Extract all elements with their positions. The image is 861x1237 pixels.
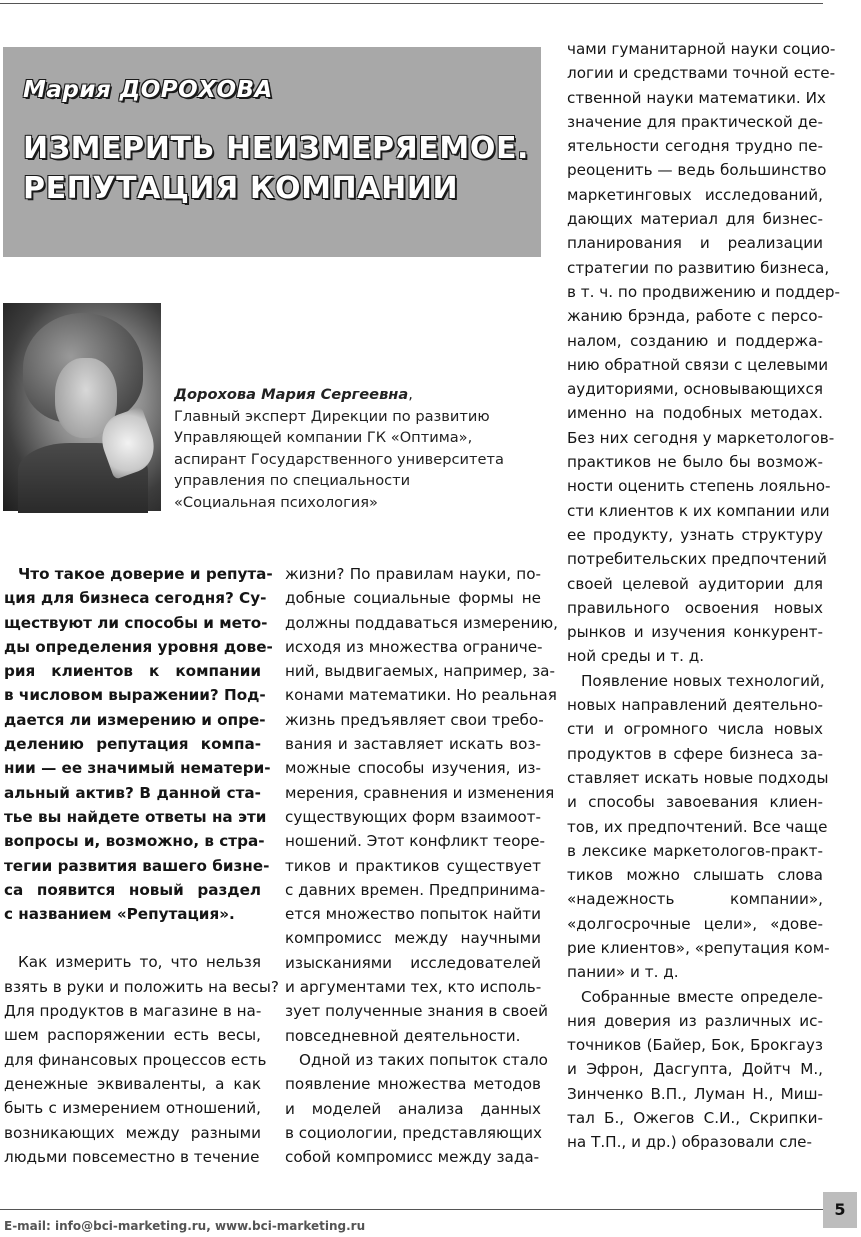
text-line: продуктов в сфере бизнеса за- [567, 744, 823, 763]
text-line: Главный эксперт Дирекции по развитию [174, 407, 490, 425]
text-line: исходя из множества ограниче- [285, 637, 543, 656]
text-line: именно на подобных методах. [567, 404, 823, 423]
column-2 [285, 562, 558, 1169]
text-line: сти клиентов к их компании или [567, 501, 830, 520]
text-line: точников (Байер, Бок, Брокгауз [567, 1036, 823, 1055]
author-photo [3, 303, 161, 511]
text-line: Появление новых технологий, [581, 671, 825, 690]
top-rule [0, 3, 823, 4]
text-line: делению репутация компа- [4, 735, 261, 754]
text-line: добные социальные формы не [285, 589, 541, 608]
author-bio [174, 384, 534, 513]
text-line: шем распоряжении есть весы, [4, 1026, 261, 1045]
text-line: ности оценить степень лояльно- [567, 477, 831, 496]
text-line: рынков и изучения конкурент- [567, 623, 823, 642]
text-line: взять в руки и положить на весы? [4, 977, 279, 996]
title-line-2: РЕПУТАЦИЯ КОМПАНИИ [23, 171, 459, 206]
text-line: Что такое доверие и репута- [18, 565, 273, 583]
text-line: повседневной деятельности. [285, 1026, 521, 1045]
text-line: стратегии по развитию бизнеса, [567, 258, 830, 277]
text-line: на Т.П., и др.) образовали сле- [567, 1133, 813, 1152]
text-line: Для продуктов в магазине в на- [4, 1002, 262, 1021]
text-line: должны поддаваться измерению, [285, 613, 558, 632]
text-line: денежные эквиваленты, а как [4, 1074, 261, 1093]
text-line: тал Б., Ожегов С.И., Скрипки- [567, 1109, 823, 1128]
bio-name: Дорохова Мария Сергеевна [174, 386, 409, 403]
text-line: вопросы и, возможно, в стра- [4, 832, 265, 851]
text-line: ственной науки математики. Их [567, 88, 826, 107]
text-line: са появится новый раздел [4, 880, 261, 899]
text-line: конами математики. Но реальная [285, 686, 557, 705]
author-name: Мария ДОРОХОВА [23, 77, 273, 103]
text-line: Одной из таких попыток стало [299, 1050, 548, 1069]
text-line: своей целевой аудитории для [567, 574, 823, 593]
text-line: жизнь предъявляет свои требо- [285, 710, 544, 729]
text-line: изысканиями исследователей [285, 953, 541, 972]
text-line: дается ли измерению и опре- [4, 710, 266, 729]
text-line: рие клиентов», «репутация ком- [567, 938, 830, 957]
text-line: Управляющей компании ГК «Оптима», [174, 429, 473, 446]
bio-name-line: Дорохова Мария Сергеевна, [174, 386, 413, 403]
text-line: можные способы изучения, из- [285, 759, 541, 778]
text-line: управления по специальности [174, 472, 411, 489]
text-line: для финансовых процессов есть [4, 1050, 267, 1069]
column-1 [4, 562, 279, 1169]
text-line: логии и средствами точной есте- [567, 64, 836, 83]
text-line: значение для практической де- [567, 112, 823, 131]
text-line: нию обратной связи с целевыми [567, 355, 829, 374]
text-line: в числовом выражении? Под- [4, 686, 266, 705]
text-line: ной среды и т. д. [567, 647, 705, 666]
text-line: жанию брэнда, работе с персо- [567, 307, 823, 326]
text-line: правильного освоения новых [567, 598, 823, 617]
text-line: «надежность компании», [567, 890, 823, 909]
body-paragraph [567, 37, 840, 669]
text-line: налом, созданию и поддержа- [567, 331, 823, 350]
text-line: ставляет искать новые подходы [567, 768, 829, 787]
text-line: альный актив? В данной ста- [4, 783, 261, 802]
text-line: ния доверия из различных ис- [567, 1011, 823, 1030]
text-line: Как измерить то, что нельзя [18, 953, 261, 972]
text-line: тиков и практиков существует [285, 856, 541, 875]
text-line: в т. ч. по продвижению и поддер- [567, 282, 840, 301]
text-line: жизни? По правилам науки, по- [285, 565, 541, 583]
article-title [23, 129, 533, 209]
text-line: маркетинговых исследований, [567, 185, 823, 204]
bio-lines [174, 406, 534, 514]
body-paragraph [4, 950, 279, 1169]
text-line: потребительских предпочтений [567, 550, 827, 569]
text-line: аудиториями, основывающихся [567, 380, 823, 399]
body-paragraph [567, 985, 823, 1155]
text-line: возникающих между разными [4, 1123, 261, 1142]
bottom-rule [0, 1209, 823, 1210]
text-line: ется множество попыток найти [285, 905, 541, 924]
text-line: ществуют ли способы и мето- [4, 613, 268, 632]
lead-paragraph [4, 562, 273, 926]
footer-contacts: E-mail: info@bci-marketing.ru, www.bci-marketing.ru [4, 1219, 366, 1233]
text-line: аспирант Государственного университета [174, 450, 504, 468]
text-line: тиков можно слышать слова [567, 866, 823, 885]
text-line: быть с измерением отношений, [4, 1099, 261, 1118]
text-line: «долгосрочные цели», «дове- [567, 914, 823, 933]
text-line: и аргументами тех, кто исполь- [285, 978, 542, 997]
text-line: в социологии, представляющих [285, 1123, 542, 1142]
text-line: ний, выдвигаемых, например, за- [285, 662, 555, 681]
text-line: Зинченко В.П., Луман Н., Миш- [567, 1084, 823, 1103]
body-paragraph [285, 562, 558, 1048]
text-line: «Социальная психология» [174, 493, 378, 511]
body-paragraph [285, 1048, 548, 1169]
text-line: и Эфрон, Дасгупта, Дойтч М., [567, 1060, 823, 1079]
text-line: ятельности сегодня трудно пе- [567, 137, 823, 156]
text-line: существующих форм взаимоот- [285, 807, 541, 826]
text-line: рия клиентов к компании [4, 662, 261, 681]
text-line: пании» и т. д. [567, 963, 679, 982]
text-line: ее продукту, узнать структуру [567, 525, 823, 544]
text-line: сти и огромного числа новых [567, 720, 823, 739]
text-line: компромисс между научными [285, 929, 541, 948]
title-line-1: ИЗМЕРИТЬ НЕИЗМЕРЯЕМОЕ. [23, 131, 530, 166]
text-line: реоценить — ведь большинство [567, 161, 827, 180]
body-paragraph [567, 669, 830, 985]
text-line: ношений. Этот конфликт теоре- [285, 832, 545, 851]
text-line: Собранные вместе определе- [581, 987, 823, 1006]
text-line: нии — ее значимый нематери- [4, 759, 271, 778]
text-line: в лексике маркетологов-практ- [567, 841, 823, 860]
article-header [3, 47, 541, 257]
text-line: Без них сегодня у маркетологов- [567, 428, 835, 447]
text-line: с названием «Репутация». [4, 905, 235, 924]
text-line: планирования и реализации [567, 234, 823, 253]
text-line: вания и заставляет искать воз- [285, 735, 541, 754]
text-line: тье вы найдете ответы на эти [4, 807, 267, 826]
text-line: новых направлений деятельно- [567, 696, 823, 715]
page-number: 5 [823, 1192, 857, 1228]
text-line: ды определения уровня дове- [4, 637, 273, 656]
text-line: и моделей анализа данных [285, 1099, 541, 1118]
text-line: и способы завоевания клиен- [567, 793, 823, 812]
text-line: зует полученные знания в своей [285, 1002, 549, 1021]
text-line: тов, их предпочтений. Все чаще [567, 817, 828, 836]
text-line: практиков не было бы возмож- [567, 453, 823, 472]
text-line: мерения, сравнения и изменения [285, 783, 555, 802]
text-line: людьми повсеместно в течение [4, 1147, 260, 1166]
text-line: ция для бизнеса сегодня? Су- [4, 589, 267, 608]
text-line: собой компромисс между зада- [285, 1148, 540, 1167]
text-line: тегии развития вашего бизне- [4, 856, 270, 875]
text-line: чами гуманитарной науки социо- [567, 40, 836, 58]
text-line: дающих материал для бизнес- [567, 210, 823, 229]
text-line: с давних времен. Предпринима- [285, 880, 546, 899]
column-3 [567, 37, 840, 1155]
text-line: появление множества методов [285, 1075, 541, 1094]
